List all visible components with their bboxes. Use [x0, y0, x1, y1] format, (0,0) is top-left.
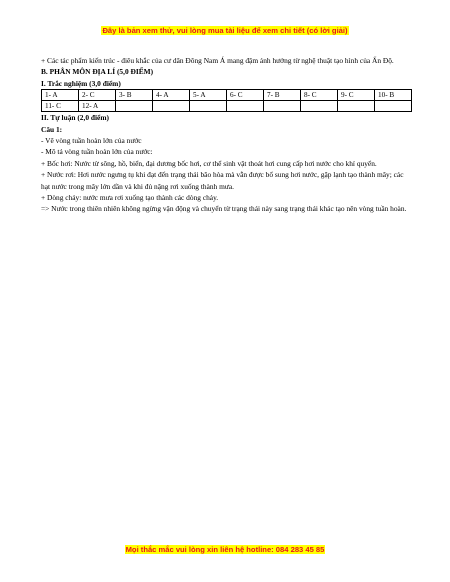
answer-cell — [116, 101, 153, 112]
answer-cell: 2- C — [79, 90, 116, 101]
answer-cell — [375, 101, 412, 112]
answer-cell: 10- B — [375, 90, 412, 101]
answer-cell: 3- B — [116, 90, 153, 101]
answer-cell: 7- B — [264, 90, 301, 101]
answer-cell: 8- C — [301, 90, 338, 101]
hotline-text: Mọi thắc mắc vui lòng xin liên hệ hotline: 084 283 45 85 — [125, 545, 325, 554]
preview-notice-banner — [0, 26, 450, 35]
answer-line: + Bốc hơi: Nước từ sông, hồ, biển, đại dương bốc hơi, cơ thể sinh vật thoát hơi cung cấp hơi nước cho khí quyển. — [41, 158, 377, 168]
answer-table — [41, 89, 412, 112]
hotline-banner — [0, 545, 450, 554]
answer-cell: 1- A — [42, 90, 79, 101]
answer-line: - Vẽ vòng tuần hoàn lớn của nước — [41, 136, 142, 146]
answer-line: => Nước trong thiên nhiên không ngừng vận động và chuyển từ trạng thái này sang trạng thái khác tạo nên vòng tuần hoàn. — [41, 204, 407, 214]
table-row — [42, 90, 412, 101]
answer-cell: 5- A — [190, 90, 227, 101]
table-row — [42, 101, 412, 112]
answer-cell: 12- A — [79, 101, 116, 112]
answer-line: - Mô tả vòng tuần hoàn lớn của nước: — [41, 147, 153, 157]
part-heading-essay: II. Tự luận (2,0 điểm) — [41, 113, 109, 123]
intro-paragraph: + Các tác phẩm kiến trúc - điêu khắc của cư dân Đông Nam Á mang đậm ảnh hưởng từ nghệ thuật tạo hình của Ấn Độ. — [41, 56, 394, 65]
answer-cell: 4- A — [153, 90, 190, 101]
section-heading: B. PHÂN MÔN ĐỊA LÍ (5,0 ĐIỂM) — [41, 67, 154, 77]
answer-cell — [301, 101, 338, 112]
answer-cell — [264, 101, 301, 112]
preview-notice-text: Đây là bản xem thử, vui lòng mua tài liệu để xem chi tiết (có lời giải) — [102, 26, 348, 35]
answer-line: + Nước rơi: Hơi nước ngưng tụ khi đạt đến trạng thái bão hòa mà vẫn được bổ sung hơi nước, gặp lạnh tạo thành mây; các hạt nước trong mây lớn dần và khi đủ nặng rơi xuống thành mưa. — [41, 170, 404, 191]
answer-cell: 11- C — [42, 101, 79, 112]
part-heading-multiple-choice: I. Trắc nghiệm (3,0 điểm) — [41, 78, 121, 88]
answer-cell — [153, 101, 190, 112]
answer-cell: 9- C — [338, 90, 375, 101]
document-body — [41, 55, 412, 215]
question-label: Câu 1: — [41, 124, 63, 134]
answer-cell — [338, 101, 375, 112]
answer-cell: 6- C — [227, 90, 264, 101]
answer-line: + Dòng chảy: nước mưa rơi xuống tạo thành các dòng chảy. — [41, 193, 219, 203]
answer-cell — [227, 101, 264, 112]
answer-cell — [190, 101, 227, 112]
